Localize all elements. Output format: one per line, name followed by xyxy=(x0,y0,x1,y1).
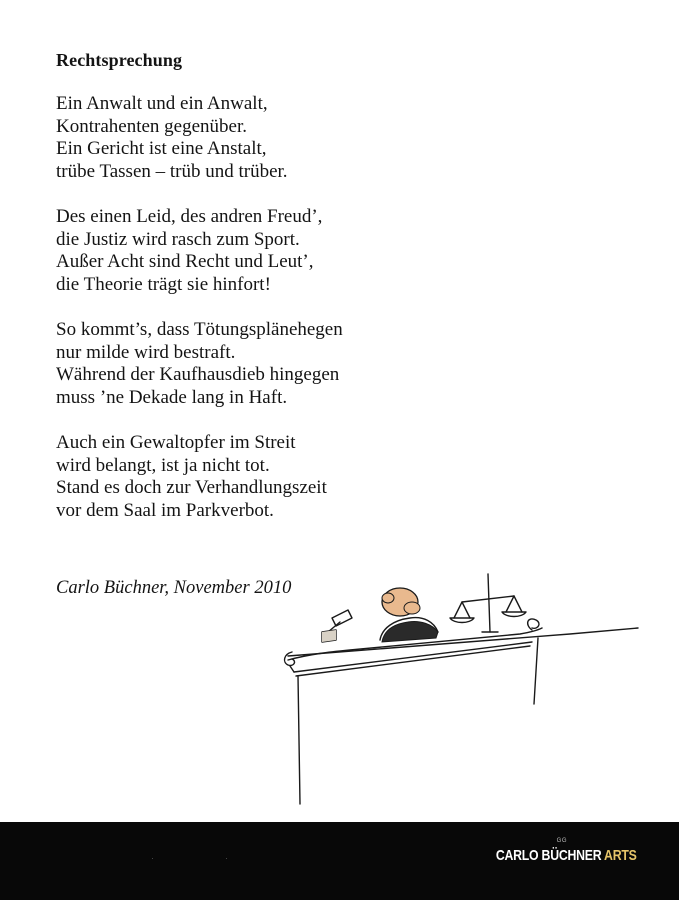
poem-signature: Carlo Büchner, November 2010 xyxy=(56,578,292,598)
poem-line: muss ’ne Dekade lang in Haft. xyxy=(56,386,288,408)
footer-mark xyxy=(226,858,227,859)
bench-top-line xyxy=(288,628,638,656)
footer-bar xyxy=(0,822,679,900)
poem-body xyxy=(56,93,343,545)
poem-title: Rechtsprechung xyxy=(56,50,183,70)
poem-line: Ein Anwalt und ein Anwalt, xyxy=(56,93,268,114)
poem-line: Auch ein Gewaltopfer im Streit xyxy=(56,431,296,453)
poem-line: So kommt’s, dass Tötungsplänehegen xyxy=(56,318,343,340)
poem-line: vor dem Saal im Parkverbot. xyxy=(56,499,274,521)
poem-line: Außer Acht sind Recht und Leut’, xyxy=(56,251,314,273)
logo-small-text: GG xyxy=(556,838,567,844)
poem-line: die Theorie trägt sie hinfort! xyxy=(56,273,271,295)
judge-bench-illustration xyxy=(270,568,650,818)
stanza-2 xyxy=(56,206,343,296)
poem-line: Während der Kaufhausdieb hingegen xyxy=(56,364,340,386)
poem-line: Kontrahenten gegenüber. xyxy=(56,115,247,137)
stanza-4 xyxy=(56,432,343,522)
bench-left-edge xyxy=(298,676,300,804)
footer-mark xyxy=(152,858,153,859)
poem-line: Ein Gericht ist eine Anstalt, xyxy=(56,138,267,160)
right-scroll xyxy=(528,619,539,630)
poem-line: nur milde wird bestraft. xyxy=(56,341,236,363)
logo-accent-text: ARTS xyxy=(604,847,637,864)
poem-line: Des einen Leid, des andren Freud’, xyxy=(56,205,323,227)
poem-line: die Justiz wird rasch zum Sport. xyxy=(56,228,300,250)
poem-line: wird belangt, ist ja nicht tot. xyxy=(56,454,270,476)
scales-icon xyxy=(488,574,490,632)
poem-line: trübe Tassen – trüb und trüber. xyxy=(56,160,288,182)
stanza-1 xyxy=(56,93,343,183)
logo-main-text: CARLO BÜCHNER xyxy=(496,847,602,864)
stanza-3 xyxy=(56,319,343,409)
bench-right-edge xyxy=(534,638,538,704)
brand-logo xyxy=(496,847,637,864)
poem-line: Stand es doch zur Verhandlungszeit xyxy=(56,477,327,499)
